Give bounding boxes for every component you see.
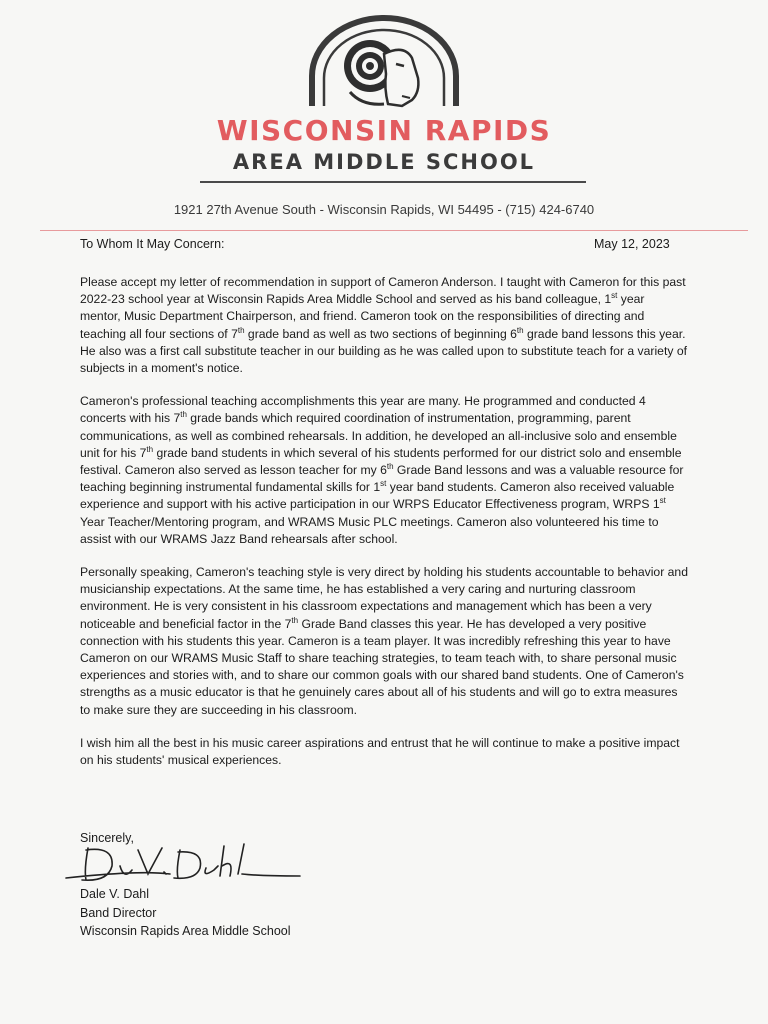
salutation: To Whom It May Concern: [80, 237, 225, 251]
paragraph: I wish him all the best in his music career aspirations and entrust that he will continue to make a positive impact on his students' musical experiences. [80, 735, 680, 768]
letterhead-divider [200, 181, 586, 183]
closing: Sincerely, [80, 831, 134, 845]
paragraph: Cameron's professional teaching accomplishments this year are many. He programmed and conducted 4 concerts with his 7th grade bands which required coordination of instrumentation, programming, parent communications, as well as combined rehearsals. In addition, he developed an all-inclusive solo and ensemble unit for his 7th grade band students in which several of his students performed for our district solo and ensemble festival. Cameron also served as lesson teacher for my 6th Grade Band lessons and was a valuable resource for teaching beginning instrumental fundamental skills for 1st year band students. Cameron also received valuable experience and support with his active participation in our WRPS Educator Effectiveness program, WRPS 1st Year Teacher/Mentoring program, and WRAMS Music PLC meetings. Cameron also volunteered his time to assist with our WRAMS Jazz Band rehearsals after school. [80, 394, 684, 546]
ram-mascot-icon [304, 14, 464, 110]
signer-name: Dale V. Dahl [80, 887, 150, 901]
school-address: 1921 27th Avenue South - Wisconsin Rapids, WI 54495 - (715) 424-6740 [173, 202, 595, 217]
signer-title: Band Director [80, 905, 157, 920]
school-name-line2: AREA MIDDLE SCHOOL [232, 150, 536, 174]
letter-date: May 12, 2023 [594, 237, 670, 251]
header-rule [40, 230, 748, 231]
school-name-line1: WISCONSIN RAPIDS [216, 114, 552, 147]
paragraph: Please accept my letter of recommendation in support of Cameron Anderson. I taught with Cameron for this past 2022-23 school year at Wisconsin Rapids Area Middle School and served as his band colleague, 1st year mentor, Music Department Chairperson, and friend. Cameron took on the responsibilities of directing and teaching all four sections of 7th grade band as well as two sections of beginning 6th grade band lessons this year. He also was a first call substitute teacher in our building as he was called upon to substitute teach for a variety of subjects in a moment's notice. [80, 275, 687, 376]
signer-organization: Wisconsin Rapids Area Middle School [80, 924, 291, 938]
letterhead-logo [0, 14, 768, 110]
signature-block [80, 885, 291, 941]
letter-body [80, 274, 688, 785]
paragraph: Personally speaking, Cameron's teaching style is very direct by holding his students accountable to behavior and musicianship expectations. At the same time, he has established a very caring and nurturing classroom environment. He is very consistent in his classroom expectations and management which has been a very noticeable and beneficial factor in the 7th Grade Band classes this year. He has developed a very positive connection with his students this year. Cameron is a team player. It was incredibly refreshing this year to have Cameron on our WRAMS Music Staff to share teaching strategies, to team teach with, to share personal music experiences and stories with, and to share our common goals with our shared band students. One of Cameron's strengths as a music educator is that he genuinely cares about all of his students and will go to extra measures to make sure they are succeeding in his classroom. [80, 565, 688, 717]
